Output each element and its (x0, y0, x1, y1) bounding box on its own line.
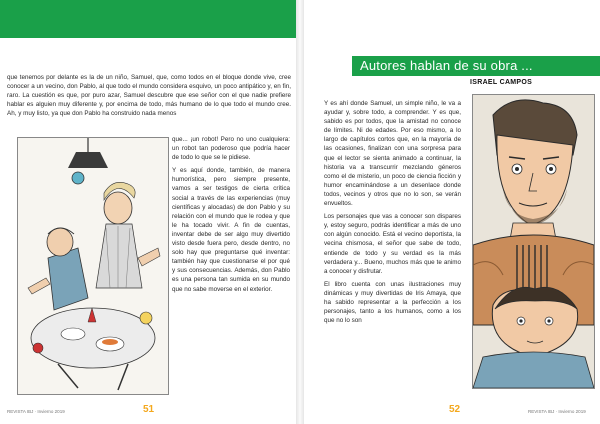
left-page (0, 0, 296, 424)
left-intro-text: que tenemos por delante es la de un niño, Samuel, que, como todos en el bloque donde vive, cree conocer a un vecino, don Pablo, al que todo el mundo considera esquivo, un poco antipático y, en fin, raro. La cuestión es que, por puro azar, Samuel descubre que ese señor con el que nadie prefiere hablar es alguien muy diferente y, por encima de todo, más humano de lo que todo el mundo cree. Ah, y muy listo, ya que don Pablo ha construido nada menos (7, 74, 291, 118)
left-column-text (172, 135, 290, 298)
right-paragraph-3: El libro cuenta con unas ilustraciones muy dinámicas y muy divertidas de Iris Amaya, que ha sabido representar a la perfección a los personajes, tanto a los humanos, como a los que no lo son (324, 280, 461, 325)
left-footer: REVISTA IBJ · Invierno 2019 (7, 409, 65, 414)
right-paragraph-2: Los personajes que vas a conocer son dispares y, estoy seguro, podrás identificar a más de uno con algún conocido. Está el vecino deportista, la vecina chismosa, el señor que sabe de todo, entiende de todo y su verdad es la más verdadera y... Bueno, muchos más que te animo a conocer y disfrutar. (324, 213, 461, 275)
author-name: ISRAEL CAMPOS (470, 79, 533, 86)
spine-gutter (296, 0, 304, 424)
page-number-right: 52 (449, 404, 461, 415)
section-title: Autores hablan de su obra ... (360, 58, 533, 73)
top-green-band-left (0, 0, 296, 38)
illustration-chaotic-dinner (17, 137, 169, 395)
left-paragraph-1: que... ¡un robot! Pero no uno cualquiera: un robot tan poderoso que podría hacer de todo lo que se le pidiese. (172, 136, 290, 162)
left-paragraph-2: Y es aquí donde, también, de manera humorística, pero siempre presente, vamos a ser testigos de cierta crítica social a través de las experiencias (muy científicas y alocadas) de don Pablo y su relación con el mundo que le rodea y que le ha tocado vivir. A fin de cuentas, inventar debe de ser algo muy divertido visto desde fuera pero, desde dentro, no solo hay que preguntarse qué inventar: también hay que cuestionarse el por qué y sus consecuencias. Además, don Pablo es una persona tan sumida en su mundo que no sabe moverse en el exterior. (172, 167, 290, 293)
page-number-left: 51 (143, 404, 155, 415)
right-footer: REVISTA IBJ · Invierno 2019 (528, 409, 586, 414)
right-column-text (324, 99, 461, 329)
right-paragraph-1: Y es ahí donde Samuel, un simple niño, le va a ayudar y, sobre todo, a comprender. Y es que, sabido es por todos, que la amistad no conoce de límites. Ni de edades. Por eso mismo, a lo largo de capítulos cortos que, en la mayoría de las ocasiones, finalizan con una sorpresa para que el lector se sienta animado a continuar, la historia va a transcurrir mezclando géneros como el de misterio, un poco de ciencia ficción y humor encaminándose a un desenlace donde todos, vecinos y otros que no lo son, se verán envueltos. (324, 100, 461, 208)
illustration-man-and-boy (472, 94, 595, 389)
